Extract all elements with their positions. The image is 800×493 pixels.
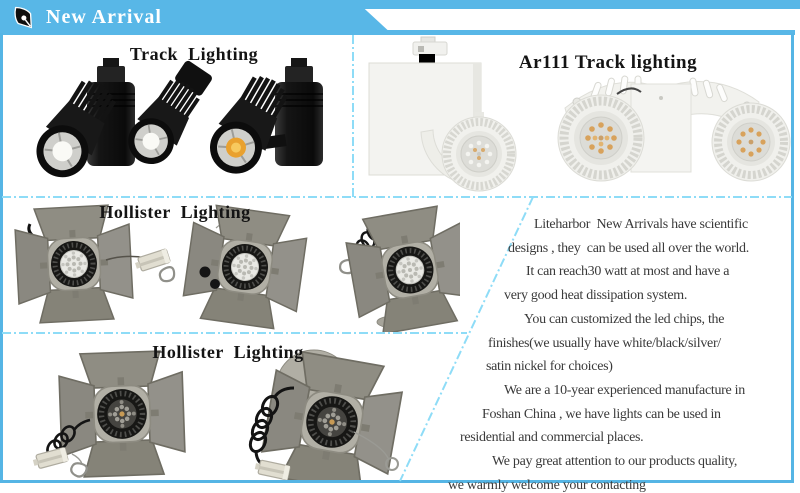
description-line: We pay great attention to our products quality, [492,454,738,470]
panel-title-track: Track Lighting [129,44,259,64]
description-line: we warmly welcome your contacting [448,477,646,493]
banner-title: New Arrival [46,6,162,28]
hollister-light-rear-2 [247,348,406,480]
track-light-right [200,58,323,184]
description-line: finishes(we usually have white/black/silver/ [488,335,721,351]
description-line: satin nickel for choices) [486,359,613,375]
description-line: Liteharbor New Arrivals have scientific [534,217,748,232]
hollister-light-standing [339,203,460,332]
hollister-light-front-2 [32,350,186,479]
ar111-double-head [558,76,790,181]
description-text [448,213,792,493]
banner-underline [0,30,795,35]
description-line: You can customized the led chips, the [524,311,725,327]
panel-title-hollister-1: Hollister Lighting [99,202,251,222]
description-line: designs , they can be used all over the world. [508,240,749,256]
panel-title-hollister-2: Hollister Lighting [152,342,304,362]
description-line: Foshan China , we have lights can be used in [482,406,721,422]
description-line: residential and commercial places. [460,430,644,446]
description-line: We are a 10-year experienced manufacture in [504,382,745,398]
pen-nib-icon [9,3,38,32]
panel-title-ar111: Ar111 Track lighting [518,52,698,73]
description-line: very good heat dissipation system. [504,288,688,304]
description-line: It can reach30 watt at most and have a [526,264,730,280]
banner [0,0,800,36]
track-light-left [26,55,220,188]
